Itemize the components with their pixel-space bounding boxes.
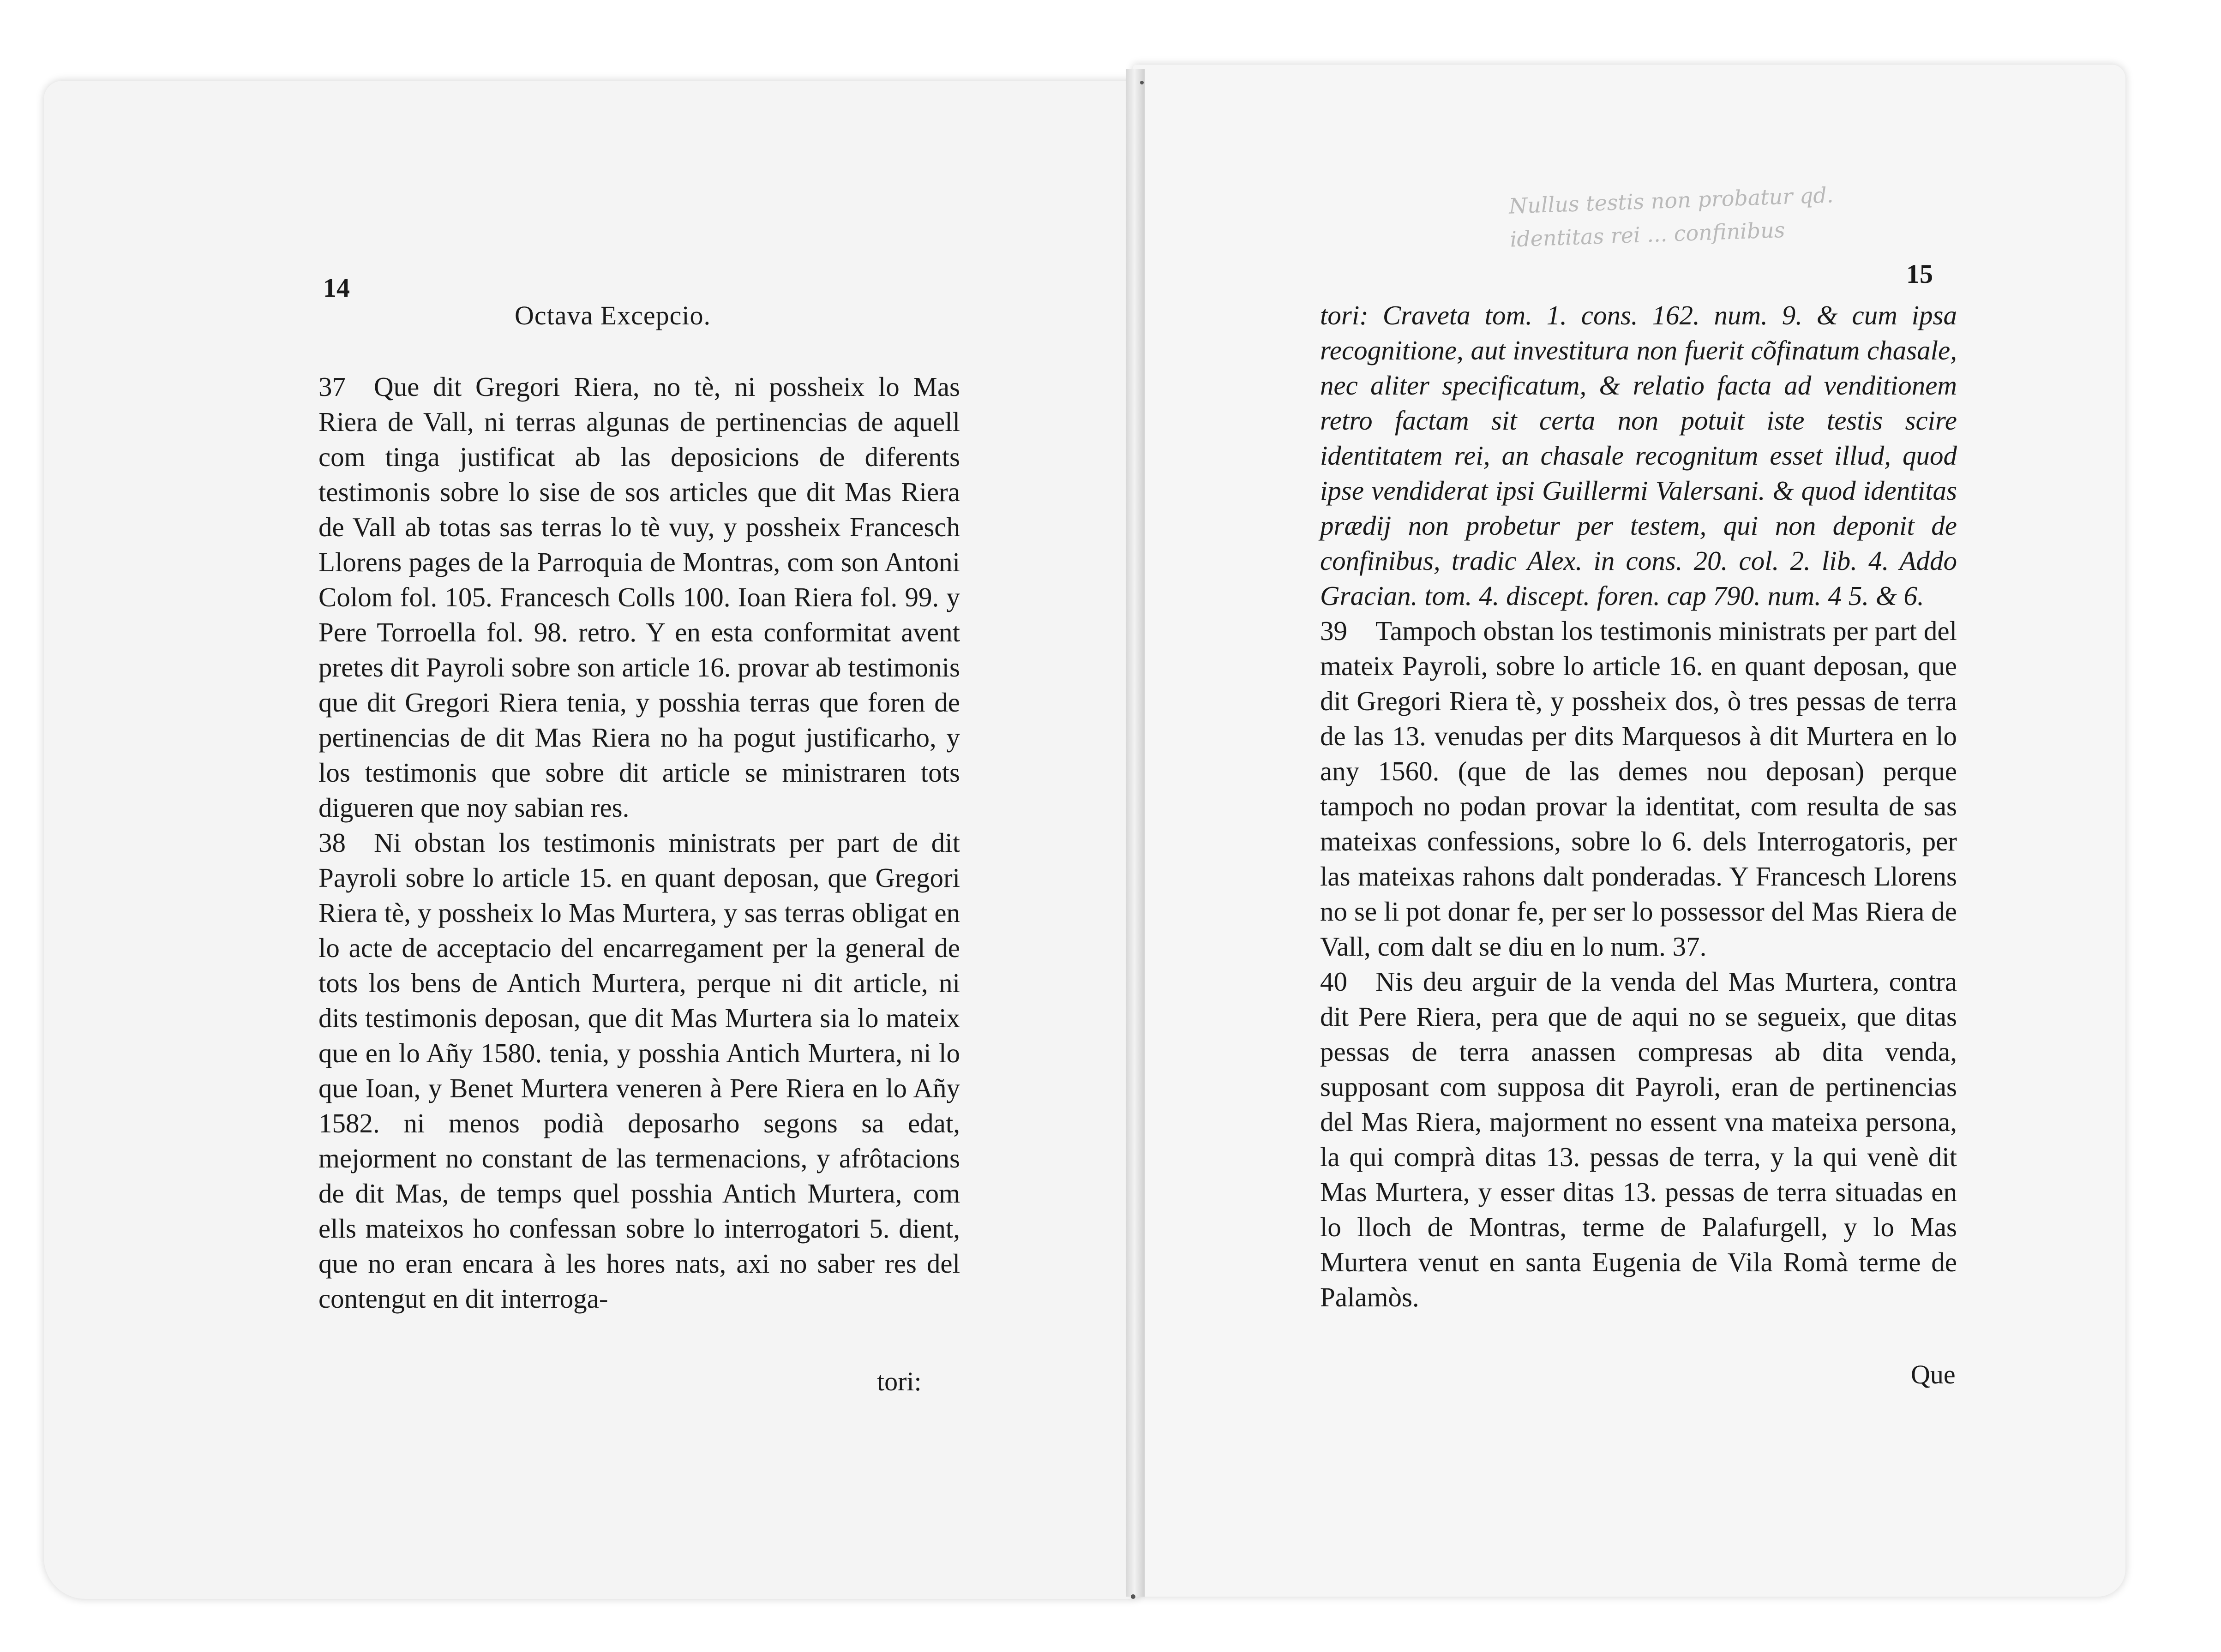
handwritten-marginal-note: Nullus testis non probatur qd. identitas rei ... confinibus xyxy=(1508,182,1834,252)
paragraph-number: 38 xyxy=(318,827,346,858)
left-page-body xyxy=(318,369,960,1316)
book-gutter xyxy=(1126,69,1145,1597)
paper-speck xyxy=(1140,81,1144,84)
paragraph-number: 37 xyxy=(318,371,346,402)
paragraph-39 xyxy=(1320,613,1957,964)
right-page-number: 15 xyxy=(1906,259,1933,289)
paragraph-text: Que dit Gregori Riera, no tè, ni possheix lo Mas Riera de Vall, ni terras algunas de pertinencias de aquell com tinga justificat ab las deposicions de diferents testimonis sobre lo sise de sos articles que dit Mas Riera de Vall ab totas sas terras lo tè vuy, y possheix Francesch Llorens pages de la Parroquia de Montras, com son Antoni Colom fol. 105. Francesch Colls 100. Ioan Riera fol. 99. y Pere Torroella fol. 98. retro. Y en esta conformitat avent pretes dit Payroli sobre son article 16. provar ab testimonis que dit Gregori Riera tenia, y posshia terras que foren de pertinencias de dit Mas Riera no ha pogut justificarho, y los testimonis que sobre dit article se ministraren tots digueren que noy sabian res. xyxy=(318,371,960,823)
paragraph-text: Ni obstan los testimonis ministrats per part de dit Payroli sobre lo article 15. en quant deposan, que Gregori Riera tè, y possheix lo Mas Murtera, y sas terras obligat en lo acte de acceptacio del encarregament per la general de tots los bens de Antich Murtera, perque ni dit article, ni dits testimonis deposan, que dit Mas Murtera sia lo mateix que en lo Añy 1580. tenia, y posshia Antich Murtera, ni lo que Ioan, y Benet Murtera veneren à Pere Riera en lo Añy 1582. ni menos podià deposarho segons sa edat, mejorment no constant de las termenacions, y afrôtacions de dit Mas, de temps quel posshia Antich Murtera, com ells mateixos ho confessan sobre lo interrogatori 5. dient, que no eran encara à les hores nats, axi no saber res del contengut en dit interroga- xyxy=(318,827,960,1314)
paragraph-37 xyxy=(318,369,960,825)
paper-speck xyxy=(1131,1594,1135,1599)
left-page-number: 14 xyxy=(323,273,350,303)
paragraph-40 xyxy=(1320,964,1957,1315)
paragraph-number: 40 xyxy=(1320,966,1347,997)
right-page-body xyxy=(1320,298,1957,1315)
right-catchword: Que xyxy=(1911,1359,1956,1389)
paragraph-text: tori: Craveta tom. 1. cons. 162. num. 9. & cum ipsa recognitione, aut investitura non fuerit cõfinatum chasale, nec aliter specificatum, & relatio facta ad venditionem retro factam sit certa non potuit iste testis scire identitatem rei, an chasale recognitum esset illud, quod ipse vendiderat ipsi Guillermi Valersani. & quod identitas prædij non probetur per testem, qui non deponit de confinibus, tradic Alex. in cons. 20. col. 2. lib. 4. Addo Gracian. tom. 4. discept. foren. cap 790. num. 4 5. & 6. xyxy=(1320,300,1957,611)
running-head: Octava Excepcio. xyxy=(515,300,711,330)
paragraph-number: 39 xyxy=(1320,616,1347,646)
paragraph-text: Nis deu arguir de la venda del Mas Murtera, contra dit Pere Riera, pera que de aqui no se segueix, que ditas pessas de terra anassen compresas ab dita venda, supposant com supposa dit Payroli, eran de pertinencias del Mas Riera, majorment no essent vna mateixa persona, la qui comprà ditas 13. pessas de terra, y la qui venè dit Mas Murtera, y esser ditas 13. pessas de terra situadas en lo lloch de Montras, terme de Palafurgell, y lo Mas Murtera venut en santa Eugenia de Vila Romà terme de Palamòs. xyxy=(1320,966,1957,1312)
left-catchword: tori: xyxy=(877,1366,922,1396)
paragraph-38 xyxy=(318,825,960,1316)
paragraph-text: Tampoch obstan los testimonis ministrats per part del mateix Payroli, sobre lo article 16. en quant deposan, que dit Gregori Riera tè, y possheix dos, ò tres pessas de terra de las 13. venudas per dits Marquesos à dit Murtera en lo any 1560. (que de las demes nou deposan) perque tampoch no podan provar la identitat, com resulta de sas mateixas confessions, sobre lo 6. dels Interrogatoris, per las mateixas rahons dalt ponderadas. Y Francesch Llorens no se li pot donar fe, per ser lo possessor del Mas Riera de Vall, com dalt se diu en lo num. 37. xyxy=(1320,616,1957,962)
latin-citation xyxy=(1320,298,1957,613)
